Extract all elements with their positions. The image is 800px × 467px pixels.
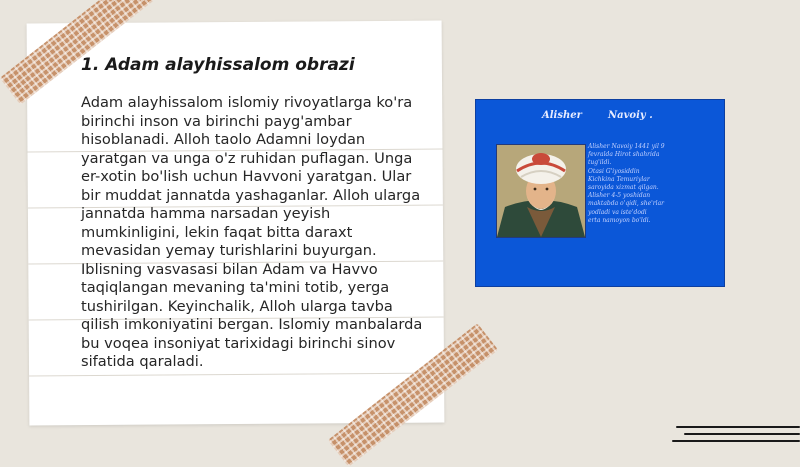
slide-text <box>588 143 713 225</box>
body-paragraph: Adam alayhissalom islomiy rivoyatlarga ko'ra birinchi inson va birinchi payg'ambar hisoblanadi. Alloh taolo Adamni loydan yaratgan va unga o'z ruhidan puflagan. Unga er-xotin bo'lish uchun Havvoni yaratgan. Ular bir muddat jannatda yashaganlar. Alloh ularga jannatda hamma narsadan yeyish mumkinligini, lekin faqat bitta daraxt mevasidan yemay turishlarini buyurgan. Iblisning vasvasasi bilan Adam va Havvo taqiqlangan mevaning ta'mini totib, yerga tushirilgan. Keyinchalik, Alloh ularga tavba qilish imkoniyatini bergan. Islomiy manbalarda bu voqea insoniyat tarixidagi birinchi sinov sifatida qaraladi. <box>81 94 423 370</box>
slide-title-first: Alisher <box>542 110 582 121</box>
slide-text-line: erta namoyon bo'ldi. <box>588 216 651 224</box>
slide-text-line: tug'ildi. <box>588 159 612 167</box>
decorative-stroke <box>672 440 800 442</box>
slide-text-line: Kichkina Temuriylar <box>588 175 650 183</box>
slide-text-line: Otasi G'iyosiddin <box>588 167 640 175</box>
paper-rule <box>29 373 444 377</box>
decorative-stroke <box>684 433 800 435</box>
slide-text-line: yodladi va iste'dodi <box>588 208 647 216</box>
portrait-drawing <box>497 145 585 237</box>
slide-text-line: Alisher Navoiy 1441 yil 9 <box>588 143 665 150</box>
section-title: 1. Adam alayhissalom obrazi <box>81 55 355 75</box>
portrait-image <box>496 144 586 238</box>
slide-title-last: Navoiy . <box>608 110 653 121</box>
slide-text-line: Alisher 4-5 yoshidan <box>588 192 651 200</box>
slide-text-line: fevralda Hirot shahrida <box>588 151 660 159</box>
embedded-slide-image <box>475 99 725 287</box>
decorative-stroke <box>676 426 800 428</box>
slide-text-line: maktabda o'qidi, she'rlar <box>588 200 665 208</box>
slide-text-line: saroyida xizmat qilgan. <box>588 184 659 192</box>
